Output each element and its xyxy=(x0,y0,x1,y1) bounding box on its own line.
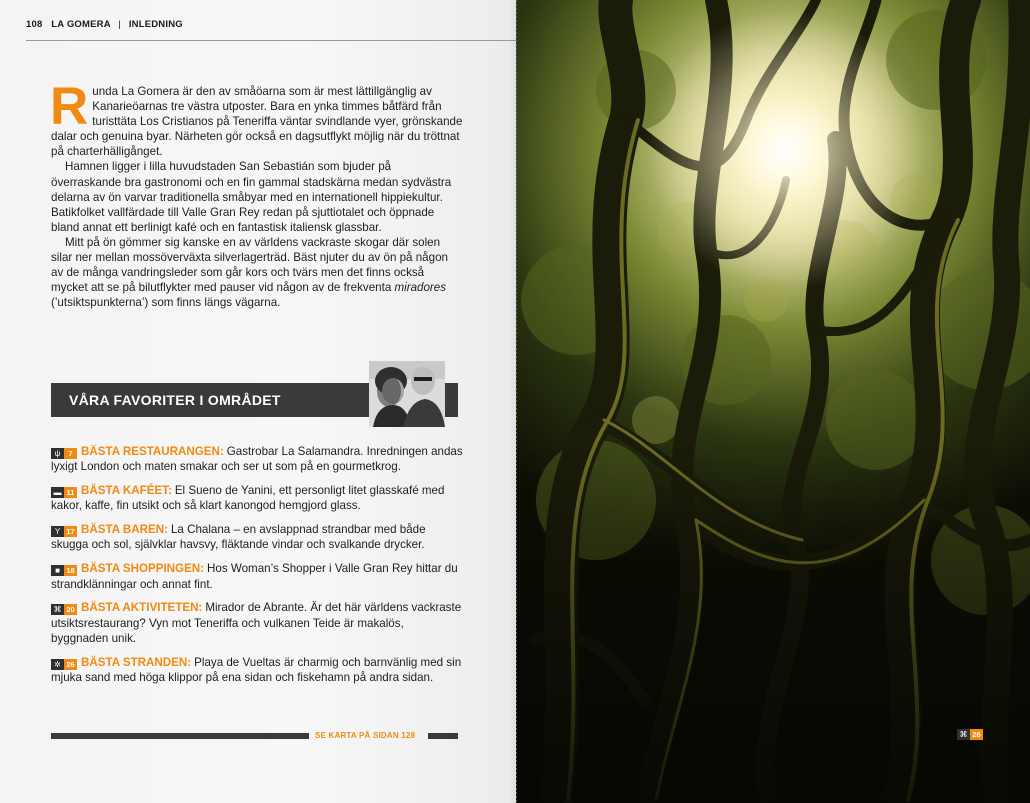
favorite-item xyxy=(51,561,463,592)
favorites-title: VÅRA FAVORITER I OMRÅDET xyxy=(69,392,281,408)
map-number-badge[interactable] xyxy=(51,659,77,670)
map-number: 18 xyxy=(64,565,77,576)
restaurant-icon: ψ xyxy=(51,448,64,459)
favorite-label: BÄSTA AKTIVITETEN: xyxy=(81,601,203,615)
map-number: 11 xyxy=(64,487,77,498)
map-reference-bar-left xyxy=(51,733,309,739)
intro-text xyxy=(50,77,463,310)
favorite-item xyxy=(51,655,463,686)
map-number: 26 xyxy=(64,659,77,670)
map-number: 20 xyxy=(64,604,77,615)
cafe-icon: ▬ xyxy=(51,487,64,498)
intro-paragraph-1: Runda La Gomera är den av småöarna som är mest lättillgänglig av Kanarieöarnas tre västra utposter. Bara en ynka timmes båtfärd från turisttäta Los Cristianos på Teneriffa väntar svindlande vyer, grönskande dalar och genuina byar. Närheten gör också en dagsutflykt möjlig när du tröttnat på charterhälligånget. xyxy=(50,77,463,159)
page-gutter-shadow xyxy=(508,0,516,803)
favorite-description: Playa de Vueltas är charmig och barnvänlig med sin mjuka sand med höga klippor på ena sidan och fiskehamn på andra sidan. xyxy=(51,655,462,685)
map-number: 7 xyxy=(64,448,77,459)
intro-paragraph-3: Mitt på ön gömmer sig kanske en av världens vackraste skogar där solen silar ner mellan mossöverväxta silverlagerträd. Bäst njuter du av ön på någon av de många vandringsleder som går kors och tvärs men det finns också mycket att se på bilutflykter med pauser vid någon av de frekventa miradores (’utsiktspunkterna’) som finns längs vägarna. xyxy=(51,235,448,310)
favorite-label: BÄSTA SHOPPINGEN: xyxy=(81,562,205,576)
forest-photo xyxy=(516,0,1030,803)
favorite-item xyxy=(51,600,463,646)
header-separator: | xyxy=(118,19,121,30)
section-name: LA GOMERA xyxy=(51,19,111,30)
map-reference-link[interactable]: SE KARTA PÅ SIDAN 128 xyxy=(315,731,416,740)
favorite-label: BÄSTA STRANDEN: xyxy=(81,655,192,669)
map-number-badge[interactable] xyxy=(51,487,77,498)
intro-paragraph-2: Hamnen ligger i lilla huvudstaden San Sebastián som bjuder på överraskande bra gastronomi och en fin gammal stadskärna medan sydvästra delarna av ön varvar traditionella småbyar med en internationell hippiekultur. Batikfolket vallfärdade till Valle Gran Rey redan på sjuttiotalet och öppnade bland annat ett berlinigt kafé och en fantastisk italiensk glassbar. xyxy=(51,160,452,234)
gutter-line xyxy=(516,0,517,803)
map-number-badge[interactable] xyxy=(51,565,77,576)
header-rule xyxy=(26,40,516,41)
photo-map-badge[interactable] xyxy=(957,729,983,740)
map-reference-bar-right xyxy=(428,733,458,739)
favorite-description: Hos Woman’s Shopper i Valle Gran Rey hittar du strandklänningar och annat fint. xyxy=(51,562,458,591)
right-page xyxy=(516,0,1030,803)
favorite-item xyxy=(51,483,463,514)
favorite-description: Mirador de Abrante. Är det här världens vackraste utsiktsrestaurang? Vyn mot Teneriffa och vulkanen Teide är makalös, byggnaden unik. xyxy=(51,601,462,645)
favorite-item xyxy=(51,522,463,553)
map-number-badge[interactable] xyxy=(51,604,77,615)
favorites-list xyxy=(51,444,463,694)
favorite-description: Gastrobar La Salamandra. Inredningen andas lyxigt London och maten smakar och ser ut som på en gourmetkrog. xyxy=(51,445,463,474)
photo-map-number: 26 xyxy=(970,729,983,740)
page-number: 108 xyxy=(26,19,43,30)
attraction-icon: ⌘ xyxy=(957,729,970,740)
running-head xyxy=(26,19,516,30)
map-number: 17 xyxy=(64,526,77,537)
favorite-description: La Chalana – en avslappnad strandbar med både skugga och sol, självklar havsvy, fläktande vindar och svalkande drycker. xyxy=(51,523,426,552)
map-number-badge[interactable] xyxy=(51,526,77,537)
bar-icon: Y xyxy=(51,526,64,537)
favorite-label: BÄSTA KAFÉET: xyxy=(81,484,172,498)
favorite-label: BÄSTA BAREN: xyxy=(81,523,168,537)
author-portrait xyxy=(369,361,445,427)
favorite-item xyxy=(51,444,463,475)
chapter-name: INLEDNING xyxy=(128,19,183,30)
drop-cap: R xyxy=(50,77,89,136)
map-number-badge[interactable] xyxy=(51,448,77,459)
favorite-description: El Sueno de Yanini, ett personligt litet glasskafé med kakor, kaffe, fin utsikt och så klart kanongod hemgjord glass. xyxy=(51,484,445,513)
beach-sun-icon: ✲ xyxy=(51,659,64,670)
favorite-label: BÄSTA RESTAURANGEN: xyxy=(81,445,224,458)
attraction-icon: ⌘ xyxy=(51,604,64,615)
shopping-bag-icon: ■ xyxy=(51,565,64,576)
